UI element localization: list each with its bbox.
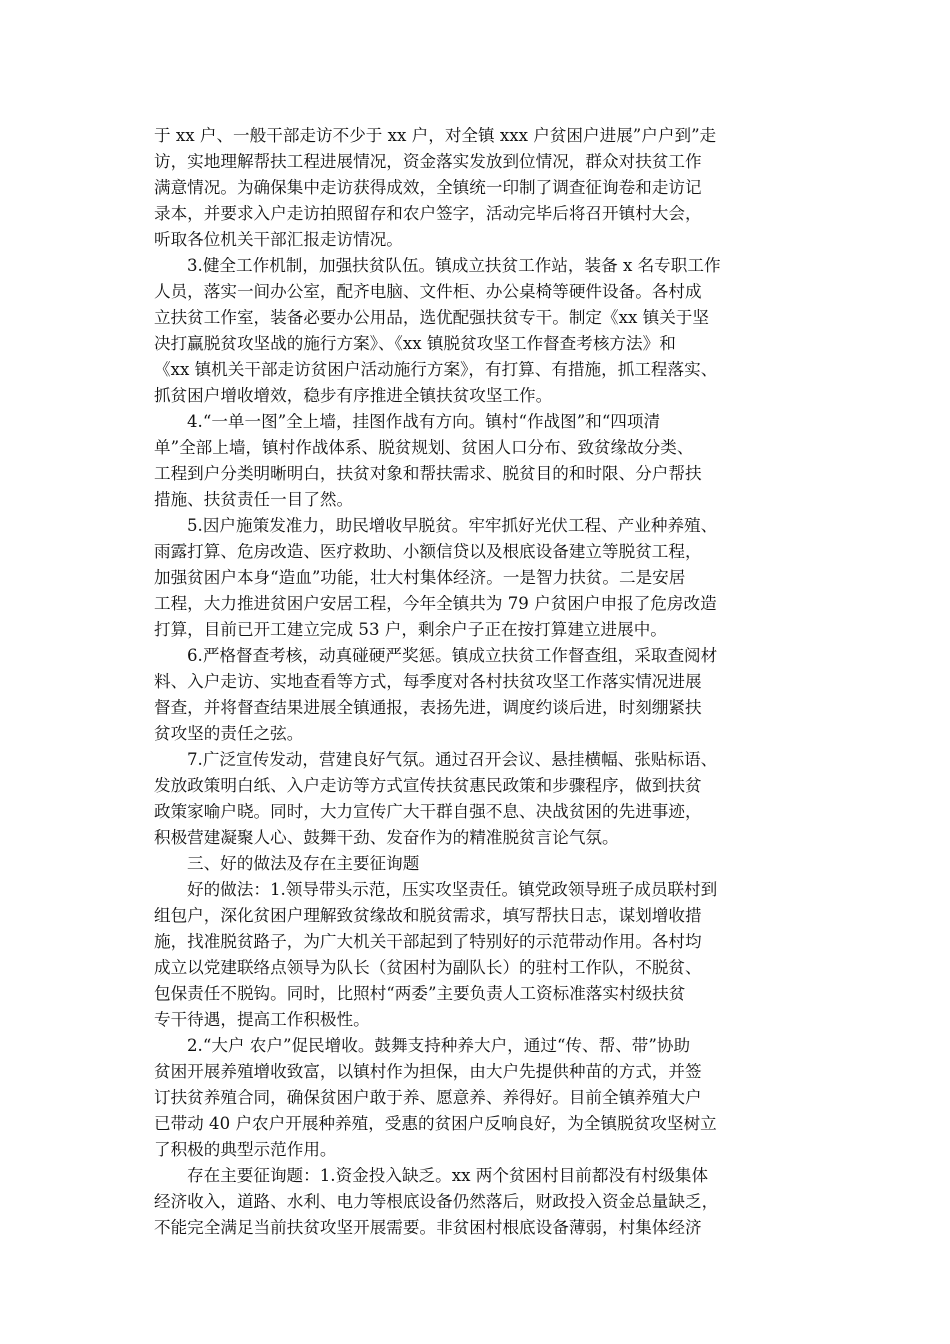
paragraph-first-line: 2.“大户 农户”促民增收。鼓舞支持种养大户，通过“传、帮、带”协助: [187, 1036, 691, 1055]
text-line: 措施、扶贫责任一目了然。: [154, 490, 354, 509]
text-line: 订扶贫养殖合同，确保贫困户敢于养、愿意养、养得好。目前全镇养殖大户: [154, 1088, 702, 1107]
text-line: 已带动 40 户农户开展种养殖，受惠的贫困户反响良好，为全镇脱贫攻坚树立: [154, 1114, 717, 1133]
text-line: 施，找准脱贫路子，为广大机关干部起到了特别好的示范带动作用。各村均: [154, 932, 702, 951]
text-line: 了积极的典型示范作用。: [154, 1140, 337, 1159]
text-line: 听取各位机关干部汇报走访情况。: [154, 230, 403, 249]
text-line: 积极营建凝聚人心、鼓舞干劲、发奋作为的精准脱贫言论气氛。: [154, 828, 619, 847]
text-line: 立扶贫工作室，装备必要办公用品，选优配强扶贫专干。制定《xx 镇关于坚: [154, 308, 709, 327]
text-line: 不能完全满足当前扶贫攻坚开展需要。非贫困村根底设备薄弱，村集体经济: [154, 1218, 702, 1237]
text-line: 贫攻坚的责任之弦。: [154, 724, 304, 743]
text-line: 《xx 镇机关干部走访贫困户活动施行方案》，有打算、有措施，抓工程落实、: [154, 360, 718, 379]
text-line: 单”全部上墙，镇村作战体系、脱贫规划、贫困人口分布、致贫缘故分类、: [154, 438, 694, 457]
text-line: 决打赢脱贫攻坚战的施行方案》、《xx 镇脱贫攻坚工作督查考核方法》和: [154, 334, 676, 353]
text-line: 成立以党建联络点领导为队长（贫困村为副队长）的驻村工作队，不脱贫、: [154, 958, 702, 977]
document-body: [154, 123, 796, 1241]
text-line: 录本，并要求入户走访拍照留存和农户签字，活动完毕后将召开镇村大会，: [154, 204, 702, 223]
text-line: 督查，并将督查结果进展全镇通报，表扬先进，调度约谈后进，时刻绷紧扶: [154, 698, 702, 717]
text-line: 访，实地理解帮扶工程进展情况，资金落实发放到位情况，群众对扶贫工作: [154, 152, 702, 171]
text-line: 发放政策明白纸、入户走访等方式宣传扶贫惠民政策和步骤程序，做到扶贫: [154, 776, 702, 795]
paragraph-first-line: 好的做法：1.领导带头示范，压实攻坚责任。镇党政领导班子成员联村到: [187, 880, 718, 899]
paragraph-first-line: 7.广泛宣传发动，营建良好气氛。通过召开会议、悬挂横幅、张贴标语、: [187, 750, 718, 769]
text-line: 工程，大力推进贫困户安居工程，今年全镇共为 79 户贫困户申报了危房改造: [154, 594, 717, 613]
text-line: 抓贫困户增收增效，稳步有序推进全镇扶贫攻坚工作。: [154, 386, 553, 405]
text-line: 贫困开展养殖增收致富，以镇村作为担保，由大户先提供种苗的方式，并签: [154, 1062, 702, 1081]
text-line: 雨露打算、危房改造、医疗救助、小额信贷以及根底设备建立等脱贫工程，: [154, 542, 702, 561]
paragraph-first-line: 5.因户施策发准力，助民增收早脱贫。牢牢抓好光伏工程、产业种养殖、: [187, 516, 718, 535]
text-line: 经济收入，道路、水利、电力等根底设备仍然落后，财政投入资金总量缺乏，: [154, 1192, 719, 1211]
paragraph-first-line: 6.严格督查考核，动真碰硬严奖惩。镇成立扶贫工作督查组，采取查阅材: [187, 646, 718, 665]
paragraph-first-line: 三、好的做法及存在主要征询题: [187, 854, 420, 873]
text-line: 包保责任不脱钩。同时，比照村“两委”主要负责人工资标准落实村级扶贫: [154, 984, 686, 1003]
text-line: 加强贫困户本身“造血”功能，壮大村集体经济。一是智力扶贫。二是安居: [154, 568, 686, 587]
text-line: 满意情况。为确保集中走访获得成效，全镇统一印制了调查征询卷和走访记: [154, 178, 702, 197]
text-line: 专干待遇，提高工作积极性。: [154, 1010, 370, 1029]
paragraph-first-line: 存在主要征询题：1.资金投入缺乏。xx 两个贫困村目前都没有村级集体: [187, 1166, 709, 1185]
text-line: 料、入户走访、实地查看等方式，每季度对各村扶贫攻坚工作落实情况进展: [154, 672, 702, 691]
paragraph-first-line: 3.健全工作机制，加强扶贫队伍。镇成立扶贫工作站，装备 x 名专职工作: [187, 256, 721, 275]
text-line: 打算，目前已开工建立完成 53 户，剩余户子正在按打算建立进展中。: [154, 620, 667, 639]
paragraph-first-line: 4.“一单一图”全上墙，挂图作战有方向。镇村“作战图”和“四项清: [187, 412, 661, 431]
text-line: 组包户，深化贫困户理解致贫缘故和脱贫需求，填写帮扶日志，谋划增收措: [154, 906, 702, 925]
text-line: 于 xx 户、一般干部走访不少于 xx 户，对全镇 xxx 户贫困户进展”户户到”走: [154, 126, 717, 145]
text-line: 人员，落实一间办公室，配齐电脑、文件柜、办公桌椅等硬件设备。各村成: [154, 282, 702, 301]
text-line: 政策家喻户晓。同时，大力宣传广大干群自强不息、决战贫困的先进事迹，: [154, 802, 702, 821]
text-line: 工程到户分类明晰明白，扶贫对象和帮扶需求、脱贫目的和时限、分户帮扶: [154, 464, 702, 483]
